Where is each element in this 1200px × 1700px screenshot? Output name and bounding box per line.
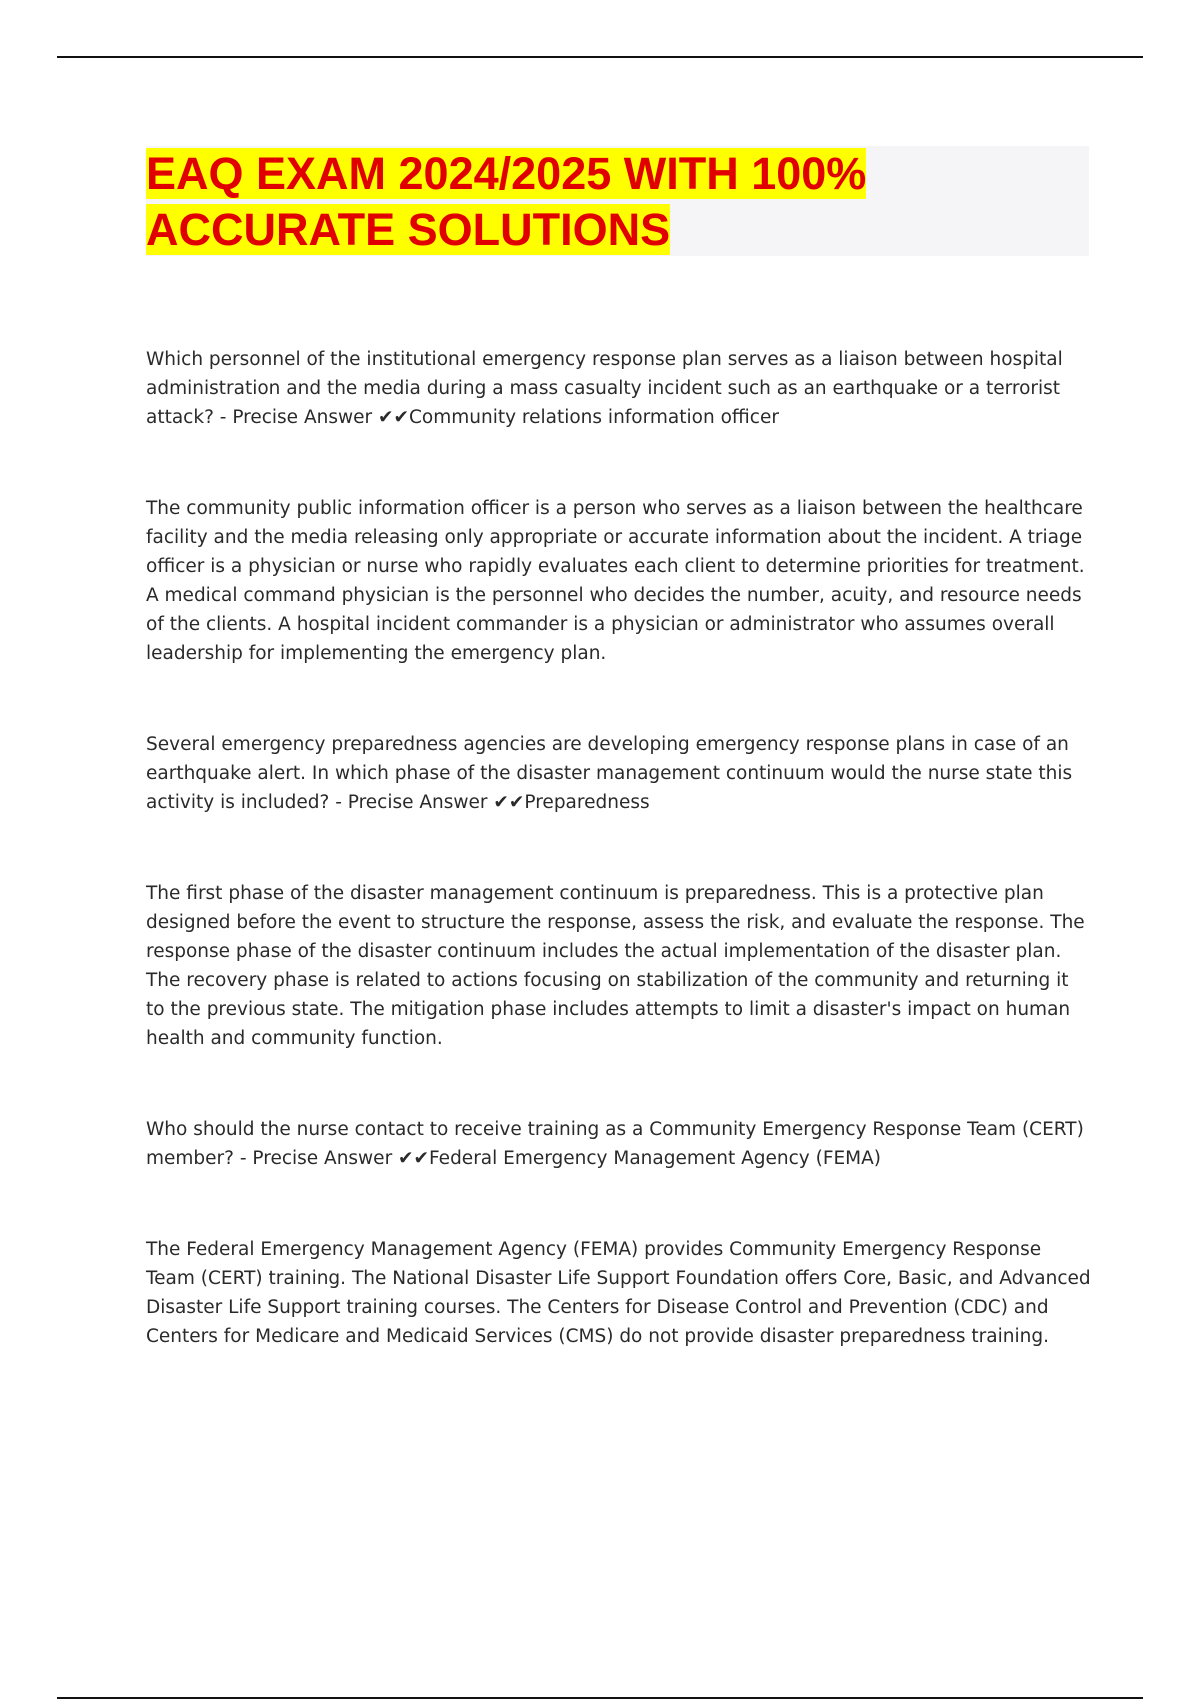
- rationale-3: The Federal Emergency Management Agency (FEMA) provides Community Emergency Response Team (CERT) training. The National Disaster Life Support Foundation offers Core, Basic, and Advanced Disaster Life Support training courses. The Centers for Disease Control and Prevention (CDC) and Centers for Medicare and Medicaid Services (CMS) do not provide disaster preparedness training.: [146, 1239, 1091, 1347]
- question-3: Who should the nurse contact to receive training as a Community Emergency Response Team (CERT) member? - Precise Answer ✔✔Federal Emergency Management Agency (FEMA): [146, 1119, 1084, 1169]
- title-block: [146, 146, 1089, 256]
- rationale-1: The community public information officer is a person who serves as a liaison between the healthcare facility and the media releasing only appropriate or accurate information about the incident. A triage officer is a physician or nurse who rapidly evaluates each client to determine priorities for treatment. A medical command physician is the personnel who decides the number, acuity, and resource needs of the clients. A hospital incident commander is a physician or administrator who assumes overall leadership for implementing the emergency plan.: [146, 498, 1085, 664]
- question-1: Which personnel of the institutional emergency response plan serves as a liaison between hospital administration and the media during a mass casualty incident such as an earthquake or a terrorist attack? - Precise Answer ✔✔Community relations information officer: [146, 349, 1063, 428]
- title-line-2: ACCURATE SOLUTIONS: [146, 204, 671, 255]
- footer-rule: [57, 1697, 1143, 1699]
- document-body: [146, 345, 1091, 1351]
- title-line-1: EAQ EXAM 2024/2025 WITH 100%: [146, 148, 867, 199]
- header-rule: [57, 56, 1143, 58]
- document-title: [146, 146, 1089, 258]
- question-2: Several emergency preparedness agencies are developing emergency response plans in case of an earthquake alert. In which phase of the disaster management continuum would the nurse state this activity is included? - Precise Answer ✔✔Preparedness: [146, 734, 1073, 813]
- rationale-2: The first phase of the disaster management continuum is preparedness. This is a protective plan designed before the event to structure the response, assess the risk, and evaluate the response. The response phase of the disaster continuum includes the actual implementation of the disaster plan. The recovery phase is related to actions focusing on stabilization of the community and returning it to the previous state. The mitigation phase includes attempts to limit a disaster's impact on human health and community function.: [146, 883, 1085, 1049]
